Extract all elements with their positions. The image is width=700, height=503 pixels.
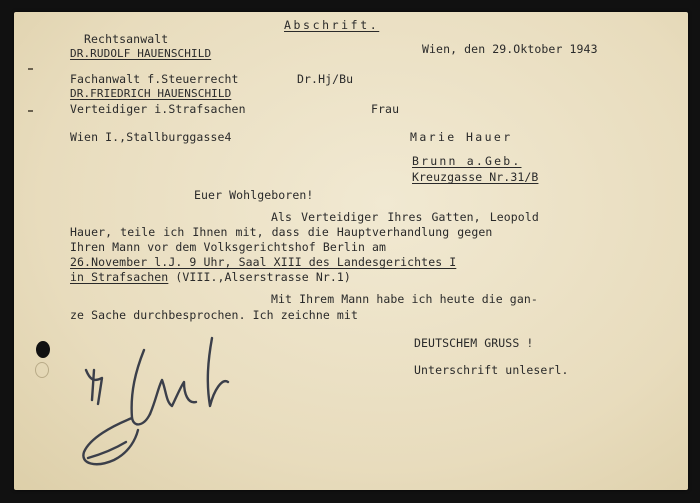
recipient-street: Kreuzgasse Nr.31/B [412,170,539,184]
sender-name-2: DR.FRIEDRICH HAUENSCHILD [70,87,232,100]
paragraph-1-line-5 [70,272,351,284]
paragraph-1-line-4: 26.November l.J. 9 Uhr, Saal XIII des Landesgerichtes I [70,255,457,269]
sender-specialty: Fachanwalt f.Steuerrecht [70,72,239,86]
recipient-city: Brunn a.Geb. [412,154,522,168]
closing-greeting: DEUTSCHEM GRUSS ! [414,336,534,350]
greeting: Euer Wohlgeboren! [194,188,314,202]
sender-title: Rechtsanwalt [84,32,169,46]
sender-role: Verteidiger i.Strafsachen [70,102,246,116]
margin-mark [28,68,33,70]
margin-mark [28,110,33,112]
paragraph-2-line-2: ze Sache durchbesprochen. Ich zeichne mit [70,308,358,322]
punch-hole [36,341,50,358]
document-page [14,12,688,490]
paragraph-2-line-1: Mit Ihrem Mann habe ich heute die gan- [271,292,538,306]
document-title: Abschrift. [284,18,380,32]
closing-signature-note: Unterschrift unleserl. [414,363,569,377]
handwritten-signature [72,330,242,480]
place-date: Wien, den 29.Oktober 1943 [422,42,598,56]
paragraph-1-line-2: Hauer, teile ich Ihnen mit, dass die Hauptverhandlung gegen [70,225,493,239]
paragraph-1-line-3: Ihren Mann vor dem Volksgerichtshof Berlin am [70,240,387,254]
punch-hole-ring [35,362,49,378]
paragraph-1-line-1: Als Verteidiger Ihres Gatten, Leopold [271,210,539,224]
reference-code: Dr.Hj/Bu [297,72,354,86]
recipient-salutation: Frau [371,102,400,116]
sender-name-1: DR.RUDOLF HAUENSCHILD [70,47,212,60]
recipient-name: Marie Hauer [410,130,513,144]
paragraph-1-address: (VIII.,Alserstrasse Nr.1) [168,270,351,284]
sender-address: Wien I.,Stallburggasse4 [70,130,232,144]
paragraph-1-underlined: in Strafsachen [70,270,169,284]
